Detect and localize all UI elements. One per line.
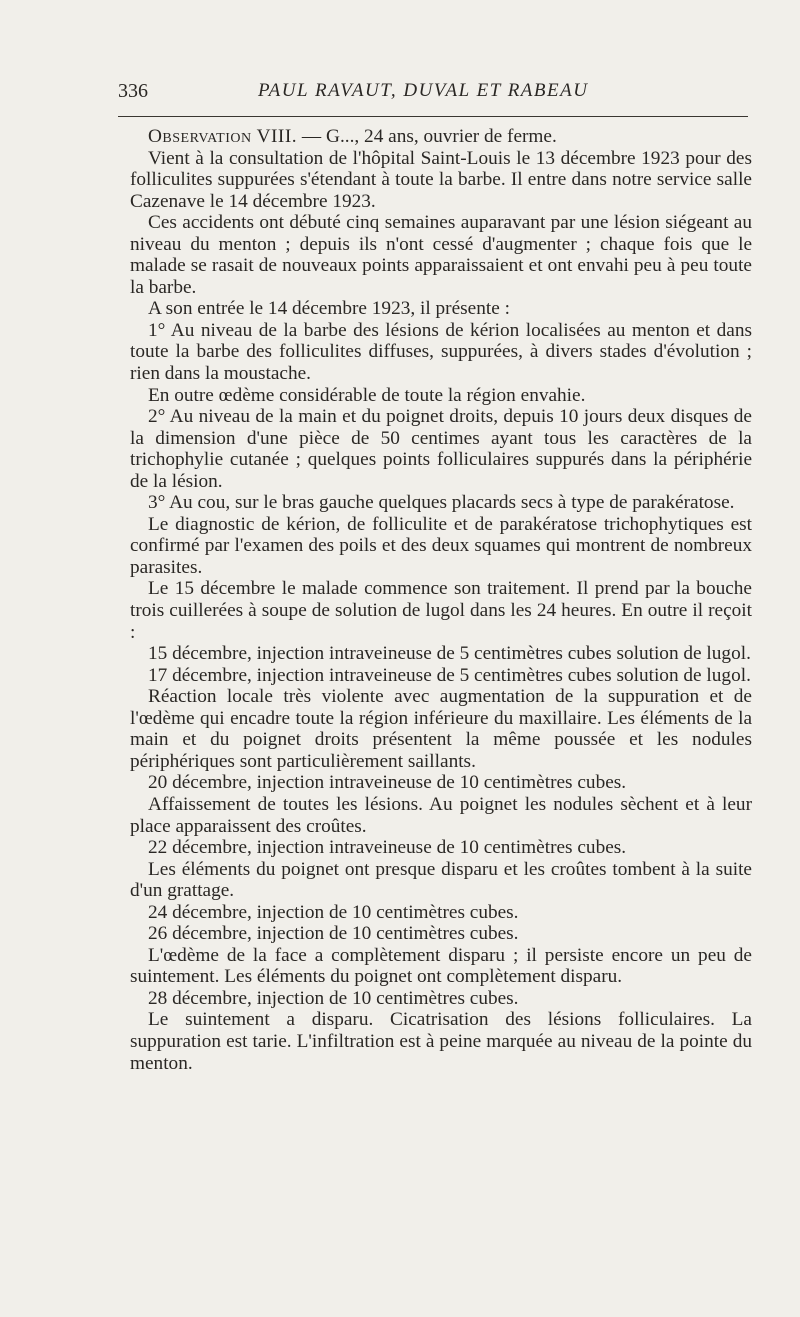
- running-head: PAUL RAVAUT, DUVAL ET RABEAU: [258, 80, 589, 101]
- paragraph: L'œdème de la face a complètement disparu ; il persiste encore un peu de suintement. Les éléments du poignet ont complètement disparu.: [130, 944, 752, 988]
- paragraph: Les éléments du poignet ont presque disparu et les croûtes tombent à la suite d'un grattage.: [130, 858, 752, 902]
- paragraph: 3° Au cou, sur le bras gauche quelques placards secs à type de parakératose.: [148, 492, 735, 514]
- page-header: [118, 80, 748, 110]
- paragraph: 2° Au niveau de la main et du poignet droits, depuis 10 jours deux disques de la dimension d'une pièce de 50 centimes ayant tous les caractères de la trichophylie cutanée ; quelques points folliculaires suppurés dans la périphérie de la lésion.: [130, 406, 752, 492]
- paragraph: Le suintement a disparu. Cicatrisation des lésions folliculaires. La suppuration est tarie. L'infiltration est à peine marquée au niveau de la pointe du menton.: [130, 1009, 752, 1074]
- paragraph: 1° Au niveau de la barbe des lésions de kérion localisées au menton et dans toute la barbe des folliculites diffuses, suppurées, à divers stades d'évolution ; rien dans la moustache.: [130, 319, 752, 385]
- paragraph: Le diagnostic de kérion, de folliculite et de parakératose trichophytiques est confirmé par l'examen des poils et des deux squames qui montrent de nombreux parasites.: [130, 513, 752, 578]
- paragraph: 20 décembre, injection intraveineuse de 10 centimètres cubes.: [148, 772, 627, 794]
- paragraph: 15 décembre, injection intraveineuse de 5 centimètres cubes solution de lugol.: [148, 643, 751, 665]
- page-number: 336: [118, 80, 148, 102]
- observation-label: Observation VIII.: [148, 126, 298, 147]
- paragraph: 26 décembre, injection de 10 centimètres cubes.: [148, 923, 519, 945]
- observation-subject: — G..., 24 ans, ouvrier de ferme.: [297, 126, 557, 147]
- paragraph: 22 décembre, injection intraveineuse de 10 centimètres cubes.: [148, 837, 627, 859]
- paragraph: Affaissement de toutes les lésions. Au poignet les nodules sèchent et à leur place apparaissent des croûtes.: [130, 793, 752, 837]
- observation-heading: [130, 126, 752, 148]
- paragraph: 17 décembre, injection intraveineuse de 5 centimètres cubes solution de lugol.: [148, 664, 751, 686]
- body-text: [130, 126, 752, 1074]
- paragraph: Ces accidents ont débuté cinq semaines auparavant par une lésion siégeant au niveau du menton ; depuis ils n'ont cessé d'augmenter ; chaque fois que le malade se rasait de nouveaux points apparaissaient et ont envahi peu à peu toute la barbe.: [130, 212, 752, 298]
- paragraph: 24 décembre, injection de 10 centimètres cubes.: [148, 901, 519, 923]
- paragraph: A son entrée le 14 décembre 1923, il présente :: [148, 298, 510, 320]
- header-rule: [118, 116, 748, 117]
- paragraph: Réaction locale très violente avec augmentation de la suppuration et de l'œdème qui encadre toute la région inférieure du maxillaire. Les éléments de la main et du poignet droits présentent la même poussée et les nodules périphériques sont particulièrement saillants.: [130, 686, 752, 772]
- paragraph: Vient à la consultation de l'hôpital Saint-Louis le 13 décembre 1923 pour des folliculites suppurées s'étendant à toute la barbe. Il entre dans notre service salle Cazenave le 14 décembre 1923.: [130, 147, 752, 212]
- paragraph: En outre œdème considérable de toute la région envahie.: [148, 384, 586, 406]
- paragraph: 28 décembre, injection de 10 centimètres cubes.: [148, 987, 519, 1009]
- paragraph: Le 15 décembre le malade commence son traitement. Il prend par la bouche trois cuillerées à soupe de solution de lugol dans les 24 heures. En outre il reçoit :: [130, 578, 752, 643]
